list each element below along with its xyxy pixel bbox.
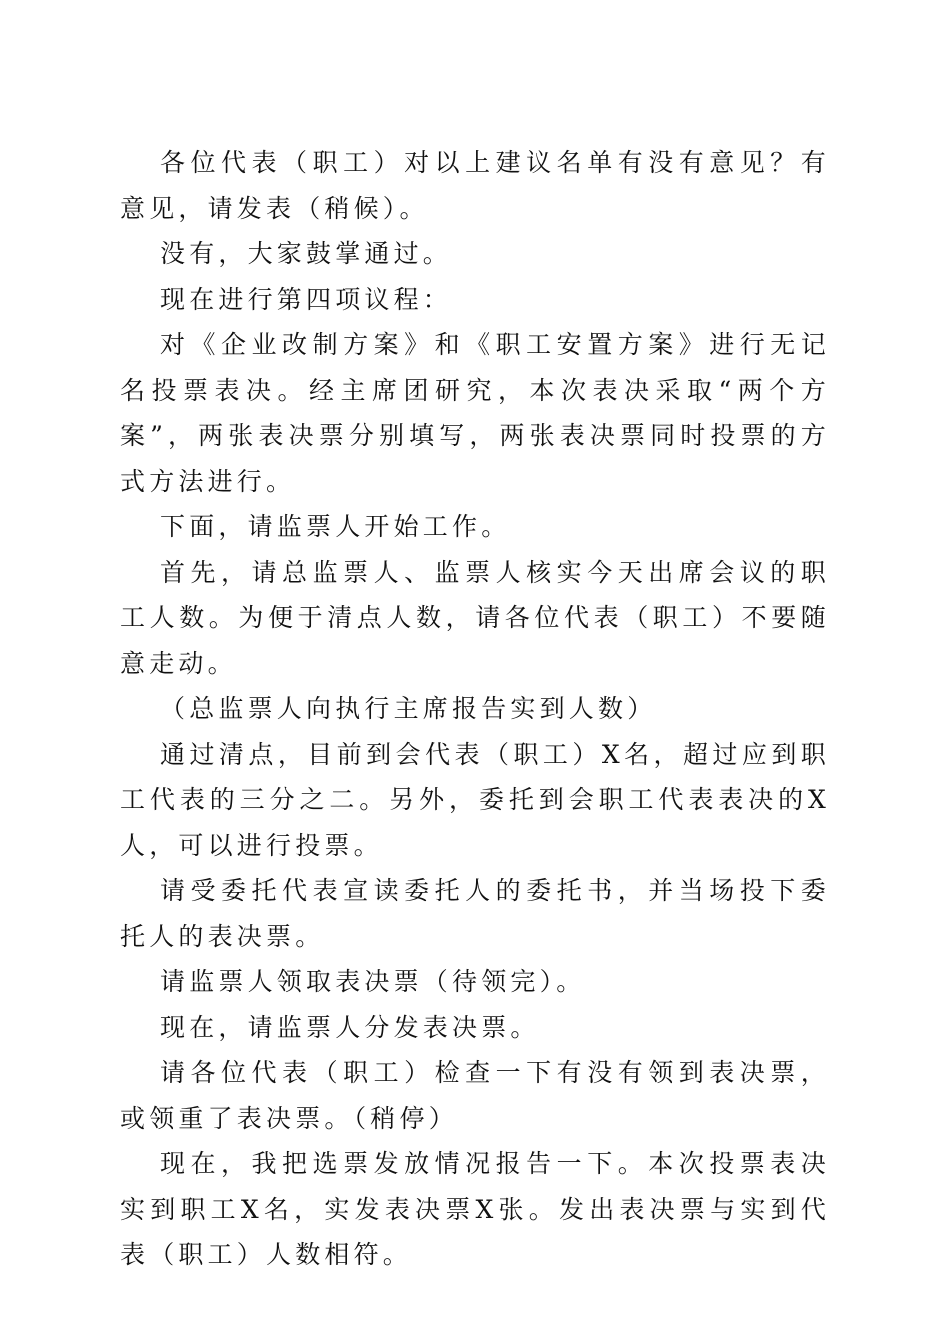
paragraph-2: 没有，大家鼓掌通过。	[160, 239, 453, 268]
paragraph-12: 请各位代表（职工）检查一下有没有领到表决票，或领重了表决票。（稍停）	[120, 1058, 830, 1133]
paragraph-13: 现在，我把选票发放情况报告一下。本次投票表决实到职工X名，实发表决票X张。发出表决票与实到代表（职工）人数相符。	[120, 1149, 830, 1269]
paragraph-9: 请受委托代表宣读委托人的委托书，并当场投下委托人的表决票。	[120, 876, 830, 951]
paragraph-5: 下面，请监票人开始工作。	[160, 512, 511, 541]
paragraph-11: 现在，请监票人分发表决票。	[160, 1012, 540, 1042]
paragraph-7: （总监票人向执行主席报告实到人数）	[160, 694, 657, 723]
document-page	[120, 140, 830, 1278]
paragraph-4: 对《企业改制方案》和《职工安置方案》进行无记名投票表决。经主席团研究，本次表决采取“两个方案”，两张表决票分别填写，两张表决票同时投票的方式方法进行。	[120, 330, 830, 496]
paragraph-3: 现在进行第四项议程：	[160, 284, 453, 314]
paragraph-6: 首先，请总监票人、监票人核实今天出席会议的职工人数。为便于清点人数，请各位代表（职工）不要随意走动。	[120, 557, 830, 678]
paragraph-8: 通过清点，目前到会代表（职工）X名，超过应到职工代表的三分之二。另外，委托到会职工代表表决的X人，可以进行投票。	[120, 739, 830, 860]
paragraph-10: 请监票人领取表决票（待领完）。	[160, 967, 586, 996]
paragraph-1: 各位代表（职工）对以上建议名单有没有意见？有意见，请发表（稍候）。	[120, 148, 830, 223]
